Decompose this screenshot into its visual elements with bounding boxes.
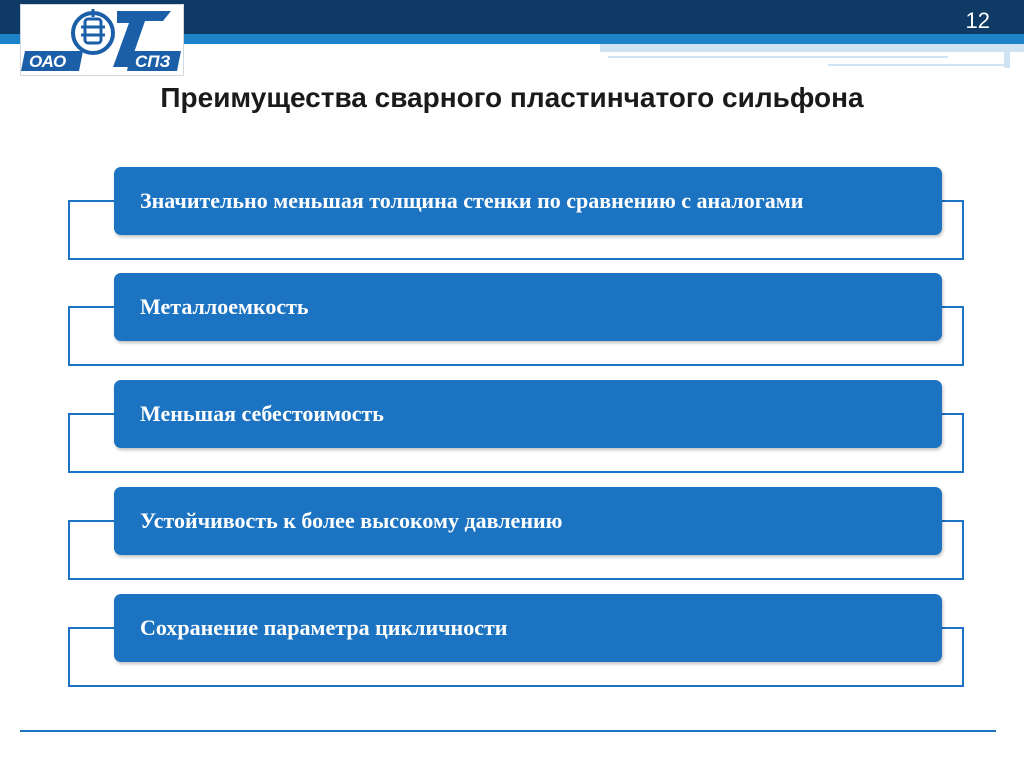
logo-left-text: ОАО: [29, 52, 67, 71]
company-logo: [20, 4, 184, 76]
item-box: Меньшая себестоимость: [114, 380, 942, 448]
item-box: Устойчивость к более высокому давлению: [114, 487, 942, 555]
slide-title: Преимущества сварного пластинчатого сильфона: [160, 82, 864, 113]
page-number: 12: [965, 8, 990, 33]
item-box: Значительно меньшая толщина стенки по сравнению с аналогами: [114, 167, 942, 235]
item-box: Металлоемкость: [114, 273, 942, 341]
header-light-stripe: [600, 44, 1024, 52]
logo-right-text: СПЗ: [135, 52, 171, 71]
header-thin-line-2: [828, 64, 1008, 66]
header-thin-line: [608, 56, 948, 58]
header-right-tab: [1004, 44, 1010, 68]
logo-graphic: [21, 5, 183, 75]
item-box: Сохранение параметра цикличности: [114, 594, 942, 662]
footer-divider: [20, 730, 996, 732]
